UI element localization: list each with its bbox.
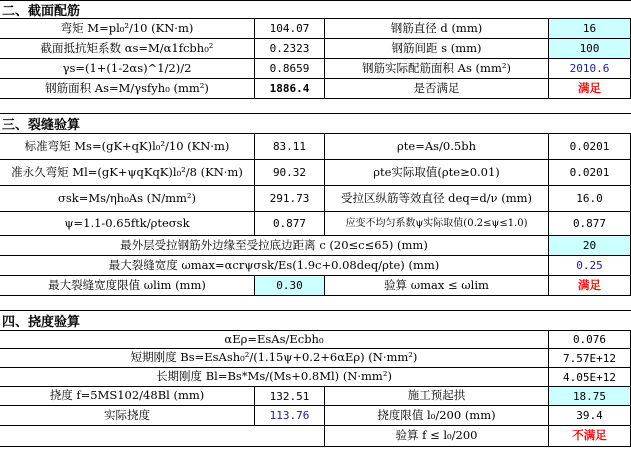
cell-label-required-area[interactable]: 钢筋面积 As=M/γsfyh₀ (mm²) [0,79,255,99]
cell-label-standard-moment[interactable]: 标准弯矩 Ms=(gK+qK)l₀²/10 (KN·m) [0,134,255,160]
cell-value-standard-moment[interactable]: 83.11 [255,134,325,160]
cell-value-crack-width[interactable]: 0.25 [549,256,631,276]
cell-value-deflection[interactable]: 132.51 [255,387,325,406]
cell-label-rho-te[interactable]: ρte=As/0.5bh [325,134,549,160]
cell-value-alpha-e-rho[interactable]: 0.076 [549,331,631,349]
cell-label-gamma-s[interactable]: γs=(1+(1-2αs)^1/2)/2 [0,59,255,79]
cell-label-rebar-diameter[interactable]: 钢筋直径 d (mm) [325,19,549,39]
cell-value-rho-te[interactable]: 0.0201 [549,134,631,160]
cell-input-rebar-diameter[interactable]: 16 [549,19,631,39]
cell-input-crack-limit[interactable]: 0.30 [255,276,325,296]
cell-label-camber[interactable]: 施工预起拱 [325,387,549,406]
cell-label-alpha-e-rho[interactable]: αEρ=EsAs/Ecbh₀ [0,331,549,349]
cell-label-deflection[interactable]: 挠度 f=5MS102/48Bl (mm) [0,387,255,406]
cell-value-actual-area[interactable]: 2010.6 [549,59,631,79]
cell-value-actual-deflection[interactable]: 113.76 [255,406,325,426]
cell-empty[interactable] [0,426,325,447]
cell-label-psi[interactable]: ψ=1.1-0.65ftk/ρteσsk [0,212,255,236]
cell-label-deflection-limit[interactable]: 挠度限值 l₀/200 (mm) [325,406,549,426]
cell-value-sigma-sk[interactable]: 291.73 [255,186,325,212]
cell-result-crack-check[interactable]: 满足 [549,276,631,296]
cell-input-rebar-spacing[interactable]: 100 [549,39,631,59]
cell-input-camber[interactable]: 18.75 [549,387,631,406]
cell-label-alpha-s[interactable]: 截面抵抗矩系数 αs=M/α1fcbh₀² [0,39,255,59]
cell-value-deflection-limit[interactable]: 39.4 [549,406,631,426]
cell-value-rho-te-actual[interactable]: 0.0201 [549,160,631,186]
cell-label-crack-width[interactable]: 最大裂缝宽度 ωmax=αcrψσsk/Es(1.9c+0.08deq/ρte) (mm) [0,256,549,276]
cell-result-area-check[interactable]: 满足 [549,79,631,99]
cell-result-deflection-check[interactable]: 不满足 [549,426,631,447]
cell-input-cover-c[interactable]: 20 [549,236,631,256]
blank-row [0,296,631,311]
cell-value-long-stiffness[interactable]: 4.05E+12 [549,368,631,387]
cell-label-sigma-sk[interactable]: σsk=Ms/ηh₀As (N/mm²) [0,186,255,212]
cell-value-alpha-s[interactable]: 0.2323 [255,39,325,59]
section-heading-2: 二、截面配筋 [0,0,631,19]
cell-label-moment[interactable]: 弯矩 M=pl₀²/10 (KN·m) [0,19,255,39]
cell-label-cover-c[interactable]: 最外层受拉钢筋外边缘至受拉底边距离 c (20≤c≤65) (mm) [0,236,549,256]
cell-label-actual-area[interactable]: 钢筋实际配筋面积 As (mm²) [325,59,549,79]
cell-value-deq[interactable]: 16.0 [549,186,631,212]
cell-value-quasi-moment[interactable]: 90.32 [255,160,325,186]
cell-value-psi-actual[interactable]: 0.877 [549,212,631,236]
cell-label-deq[interactable]: 受拉区纵筋等效直径 deq=d/ν (mm) [325,186,549,212]
cell-value-gamma-s[interactable]: 0.8659 [255,59,325,79]
cell-label-deflection-check[interactable]: 验算 f ≤ l₀/200 [325,426,549,447]
cell-label-quasi-moment[interactable]: 准永久弯矩 Ml=(gK+ψqKqK)l₀²/8 (KN·m) [0,160,255,186]
cell-value-short-stiffness[interactable]: 7.57E+12 [549,349,631,368]
cell-label-psi-actual[interactable]: 应变不均匀系数ψ实际取值(0.2≤ψ≤1.0) [325,212,549,236]
cell-label-crack-limit[interactable]: 最大裂缝宽度限值 ωlim (mm) [0,276,255,296]
section-heading-3: 三、裂缝验算 [0,114,631,134]
cell-value-required-area[interactable]: 1886.4 [255,79,325,99]
cell-value-moment[interactable]: 104.07 [255,19,325,39]
cell-label-short-stiffness[interactable]: 短期刚度 Bs=EsAsh₀²/(1.15ψ+0.2+6αEρ) (N·mm²) [0,349,549,368]
cell-label-rebar-spacing[interactable]: 钢筋间距 s (mm) [325,39,549,59]
cell-label-rho-te-actual[interactable]: ρte实际取值(ρte≥0.01) [325,160,549,186]
section-heading-4: 四、挠度验算 [0,311,631,331]
cell-label-crack-check[interactable]: 验算 ωmax ≤ ωlim [325,276,549,296]
blank-row [0,99,631,114]
cell-label-actual-deflection[interactable]: 实际挠度 [0,406,255,426]
cell-label-is-satisfied[interactable]: 是否满足 [325,79,549,99]
cell-value-psi[interactable]: 0.877 [255,212,325,236]
cell-label-long-stiffness[interactable]: 长期刚度 Bl=Bs*Ms/(Ms+0.8Ml) (N·mm²) [0,368,549,387]
